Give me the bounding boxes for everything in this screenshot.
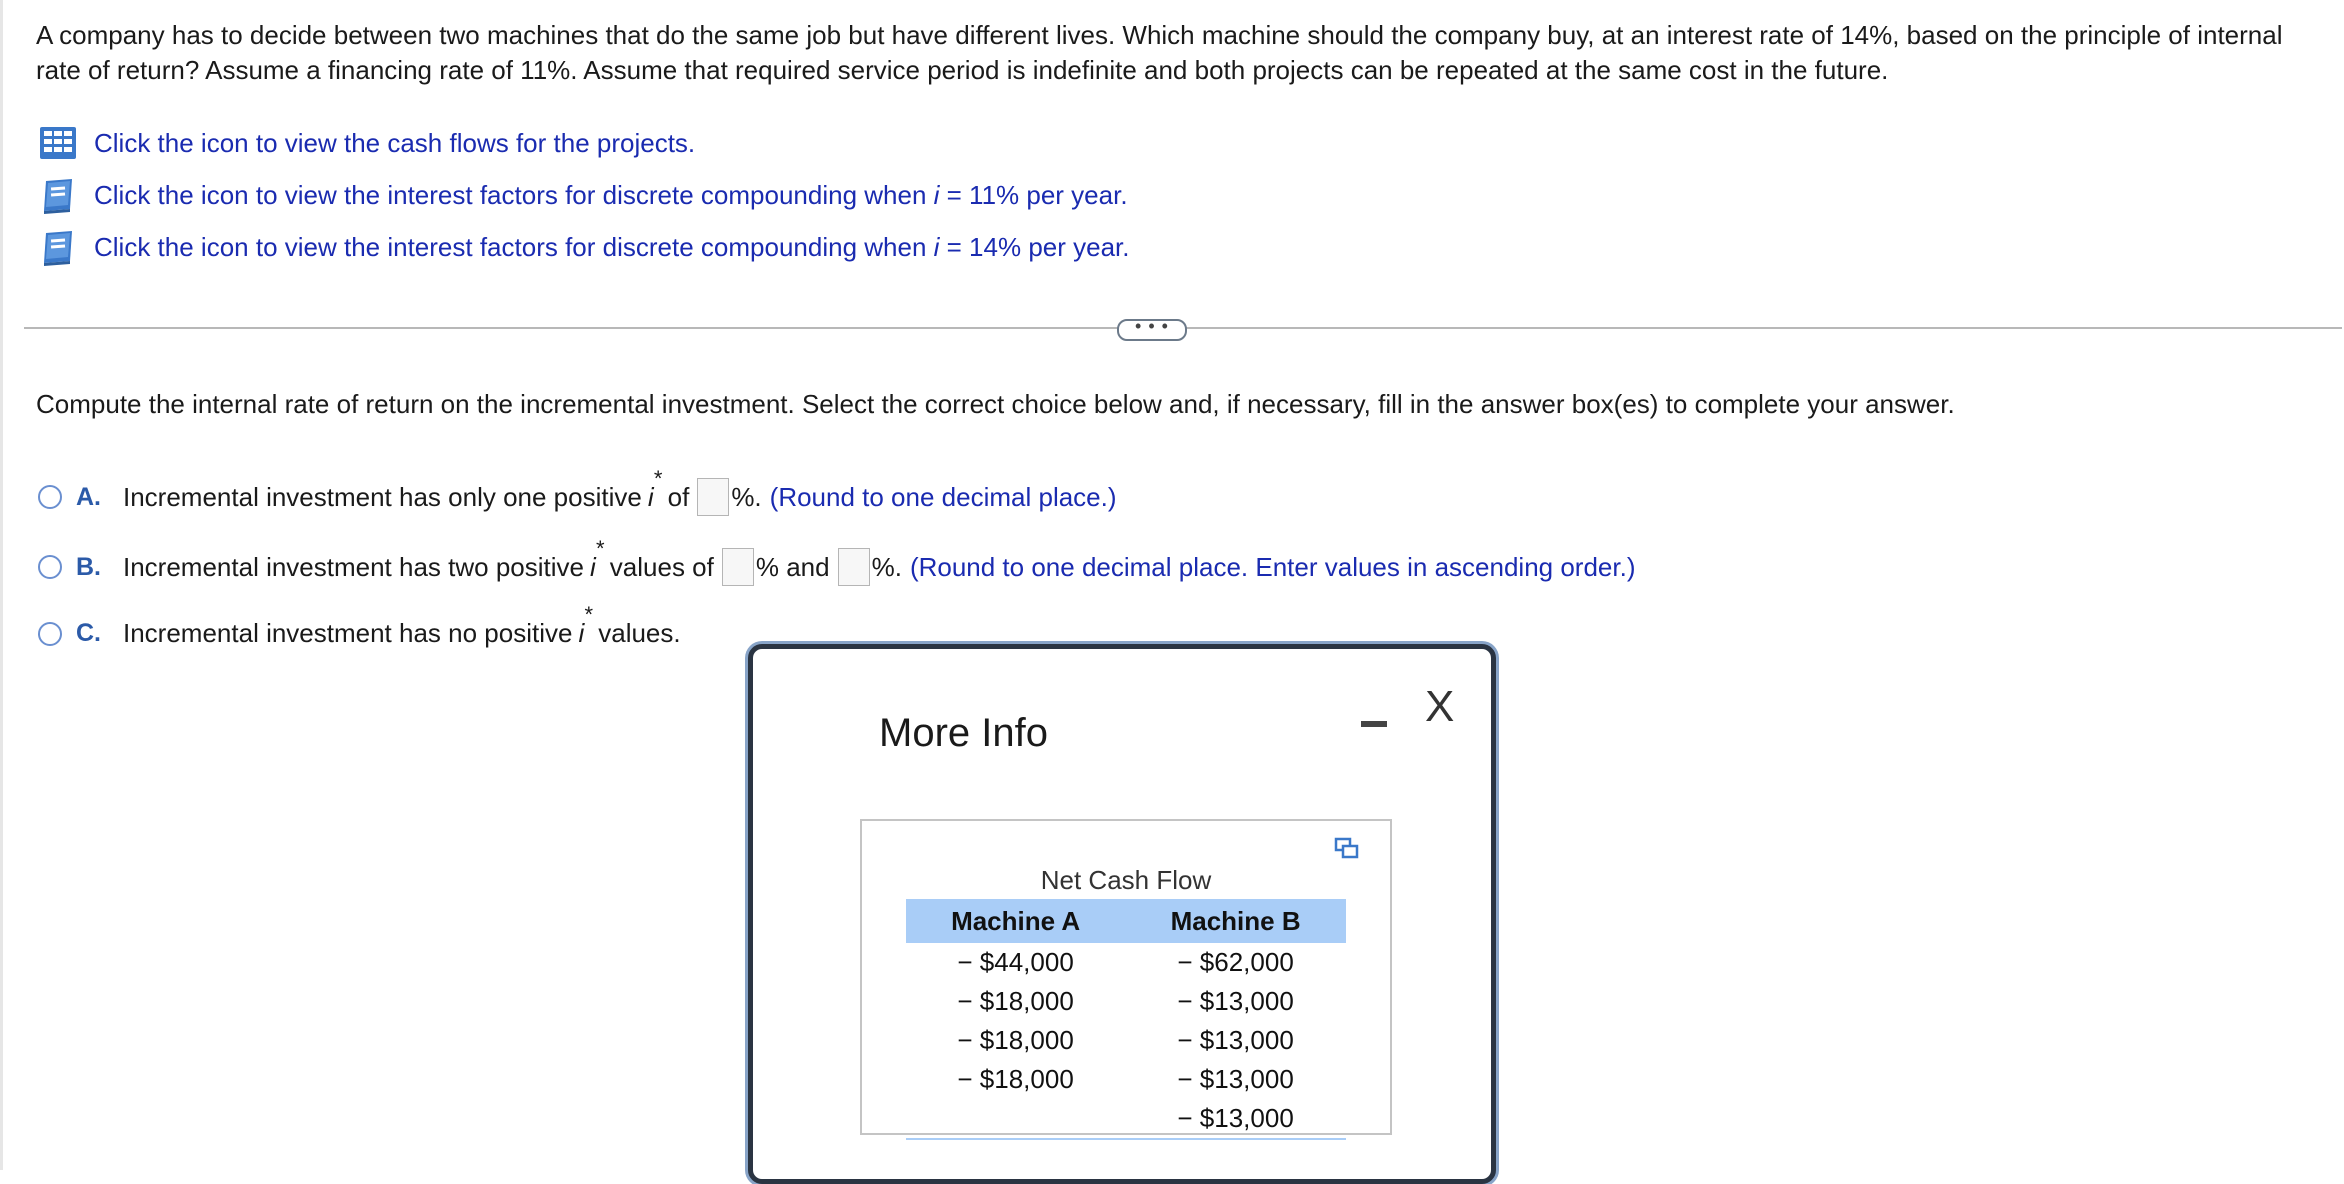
- table-row: [906, 1060, 1346, 1099]
- cash-flow-table: [906, 899, 1346, 1138]
- choice-a-text2: of: [667, 481, 690, 512]
- table-cell: − $13,000: [1177, 1064, 1294, 1094]
- expand-collapse-button[interactable]: • • •: [1117, 319, 1187, 341]
- choice-a-letter: A.: [76, 482, 101, 511]
- book-icon[interactable]: [38, 175, 78, 215]
- table-title: Net Cash Flow: [1040, 865, 1212, 895]
- choice-c-text: Incremental investment has no positive: [123, 618, 573, 648]
- choice-b-text4: %.: [871, 551, 902, 582]
- table-grid-icon[interactable]: [38, 123, 78, 163]
- choice-a-hint: (Round to one decimal place.): [769, 481, 1117, 512]
- choice-c-text2: values.: [598, 618, 681, 648]
- instruction-text: Compute the internal rate of return on the incremental investment. Select the correct choice below and, if necessary, fill in the answer box(es) to complete your answer.: [36, 389, 1955, 419]
- column-header: Machine A: [906, 899, 1125, 943]
- cash-flows-link-row[interactable]: [38, 117, 1129, 169]
- choice-b-text3: % and: [755, 551, 830, 582]
- question-text: A company has to decide between two machines that do the same job but have different lives. Which machine should the company buy, at an interest rate of 14%, based on the principle of internal rate of return? Assume a financing rate of 11%. Assume that required service period is indefinite and both projects can be repeated at the same cost in the future.: [36, 20, 2283, 85]
- choice-a-text3: %.: [731, 481, 762, 512]
- i-star-symbol: i *: [578, 602, 594, 648]
- table-cell: − $18,000: [957, 1025, 1074, 1055]
- choice-c-radio[interactable]: [38, 622, 62, 646]
- table-cell: − $13,000: [1177, 1103, 1294, 1133]
- table-header-row: [906, 899, 1346, 943]
- choice-c-letter: C.: [76, 619, 101, 647]
- interest-11-link[interactable]: Click the icon to view the interest factors for discrete compounding when i = 11% per year.: [94, 179, 1128, 210]
- table-bottom-rule: [906, 1138, 1346, 1140]
- table-row: [906, 943, 1346, 982]
- resource-links: [38, 117, 1129, 273]
- table-cell: − $13,000: [1177, 1025, 1294, 1055]
- choice-b[interactable]: [38, 535, 1636, 586]
- interest-14-link-row[interactable]: [38, 221, 1129, 273]
- answer-box-a[interactable]: [697, 478, 729, 516]
- choice-b-hint: (Round to one decimal place. Enter values in ascending order.): [909, 551, 1636, 582]
- book-icon[interactable]: [38, 227, 78, 267]
- choice-a-text: Incremental investment has only one positive: [123, 481, 642, 512]
- cash-flows-link[interactable]: Click the icon to view the cash flows for the projects.: [94, 127, 696, 158]
- table-cell: [906, 1099, 1125, 1138]
- table-cell: − $18,000: [957, 1064, 1074, 1094]
- cash-flow-table-wrap: [906, 899, 1346, 1140]
- choice-a-radio[interactable]: [38, 485, 62, 509]
- answer-box-b2[interactable]: [838, 548, 870, 586]
- table-cell: − $13,000: [1177, 986, 1294, 1016]
- answer-box-b1[interactable]: [722, 548, 754, 586]
- i-star-symbol: i *: [590, 535, 605, 582]
- choice-a[interactable]: [38, 465, 1117, 516]
- minimize-icon[interactable]: [1361, 707, 1387, 733]
- close-icon[interactable]: X: [1425, 682, 1455, 731]
- more-info-dialog[interactable]: [748, 644, 1496, 1184]
- cash-flow-panel: [860, 819, 1392, 1135]
- table-row: [906, 1021, 1346, 1060]
- interest-14-link[interactable]: Click the icon to view the interest factors for discrete compounding when i = 14% per year.: [94, 231, 1130, 262]
- copy-icon[interactable]: [1334, 837, 1360, 861]
- choice-b-text2: values of: [609, 551, 714, 582]
- table-row: [906, 1099, 1346, 1138]
- dialog-title: More Info: [879, 711, 1048, 755]
- table-cell: − $18,000: [957, 986, 1074, 1016]
- column-header: Machine B: [1125, 899, 1346, 943]
- choice-b-radio[interactable]: [38, 555, 62, 579]
- table-cell: − $44,000: [957, 947, 1074, 977]
- left-border: [0, 0, 3, 1170]
- choice-b-letter: B.: [76, 552, 101, 581]
- choice-b-text: Incremental investment has two positive: [123, 551, 584, 582]
- table-cell: − $62,000: [1177, 947, 1294, 977]
- i-star-symbol: i *: [647, 465, 663, 512]
- table-row: [906, 982, 1346, 1021]
- choice-c[interactable]: [38, 602, 681, 649]
- interest-11-link-row[interactable]: [38, 169, 1129, 221]
